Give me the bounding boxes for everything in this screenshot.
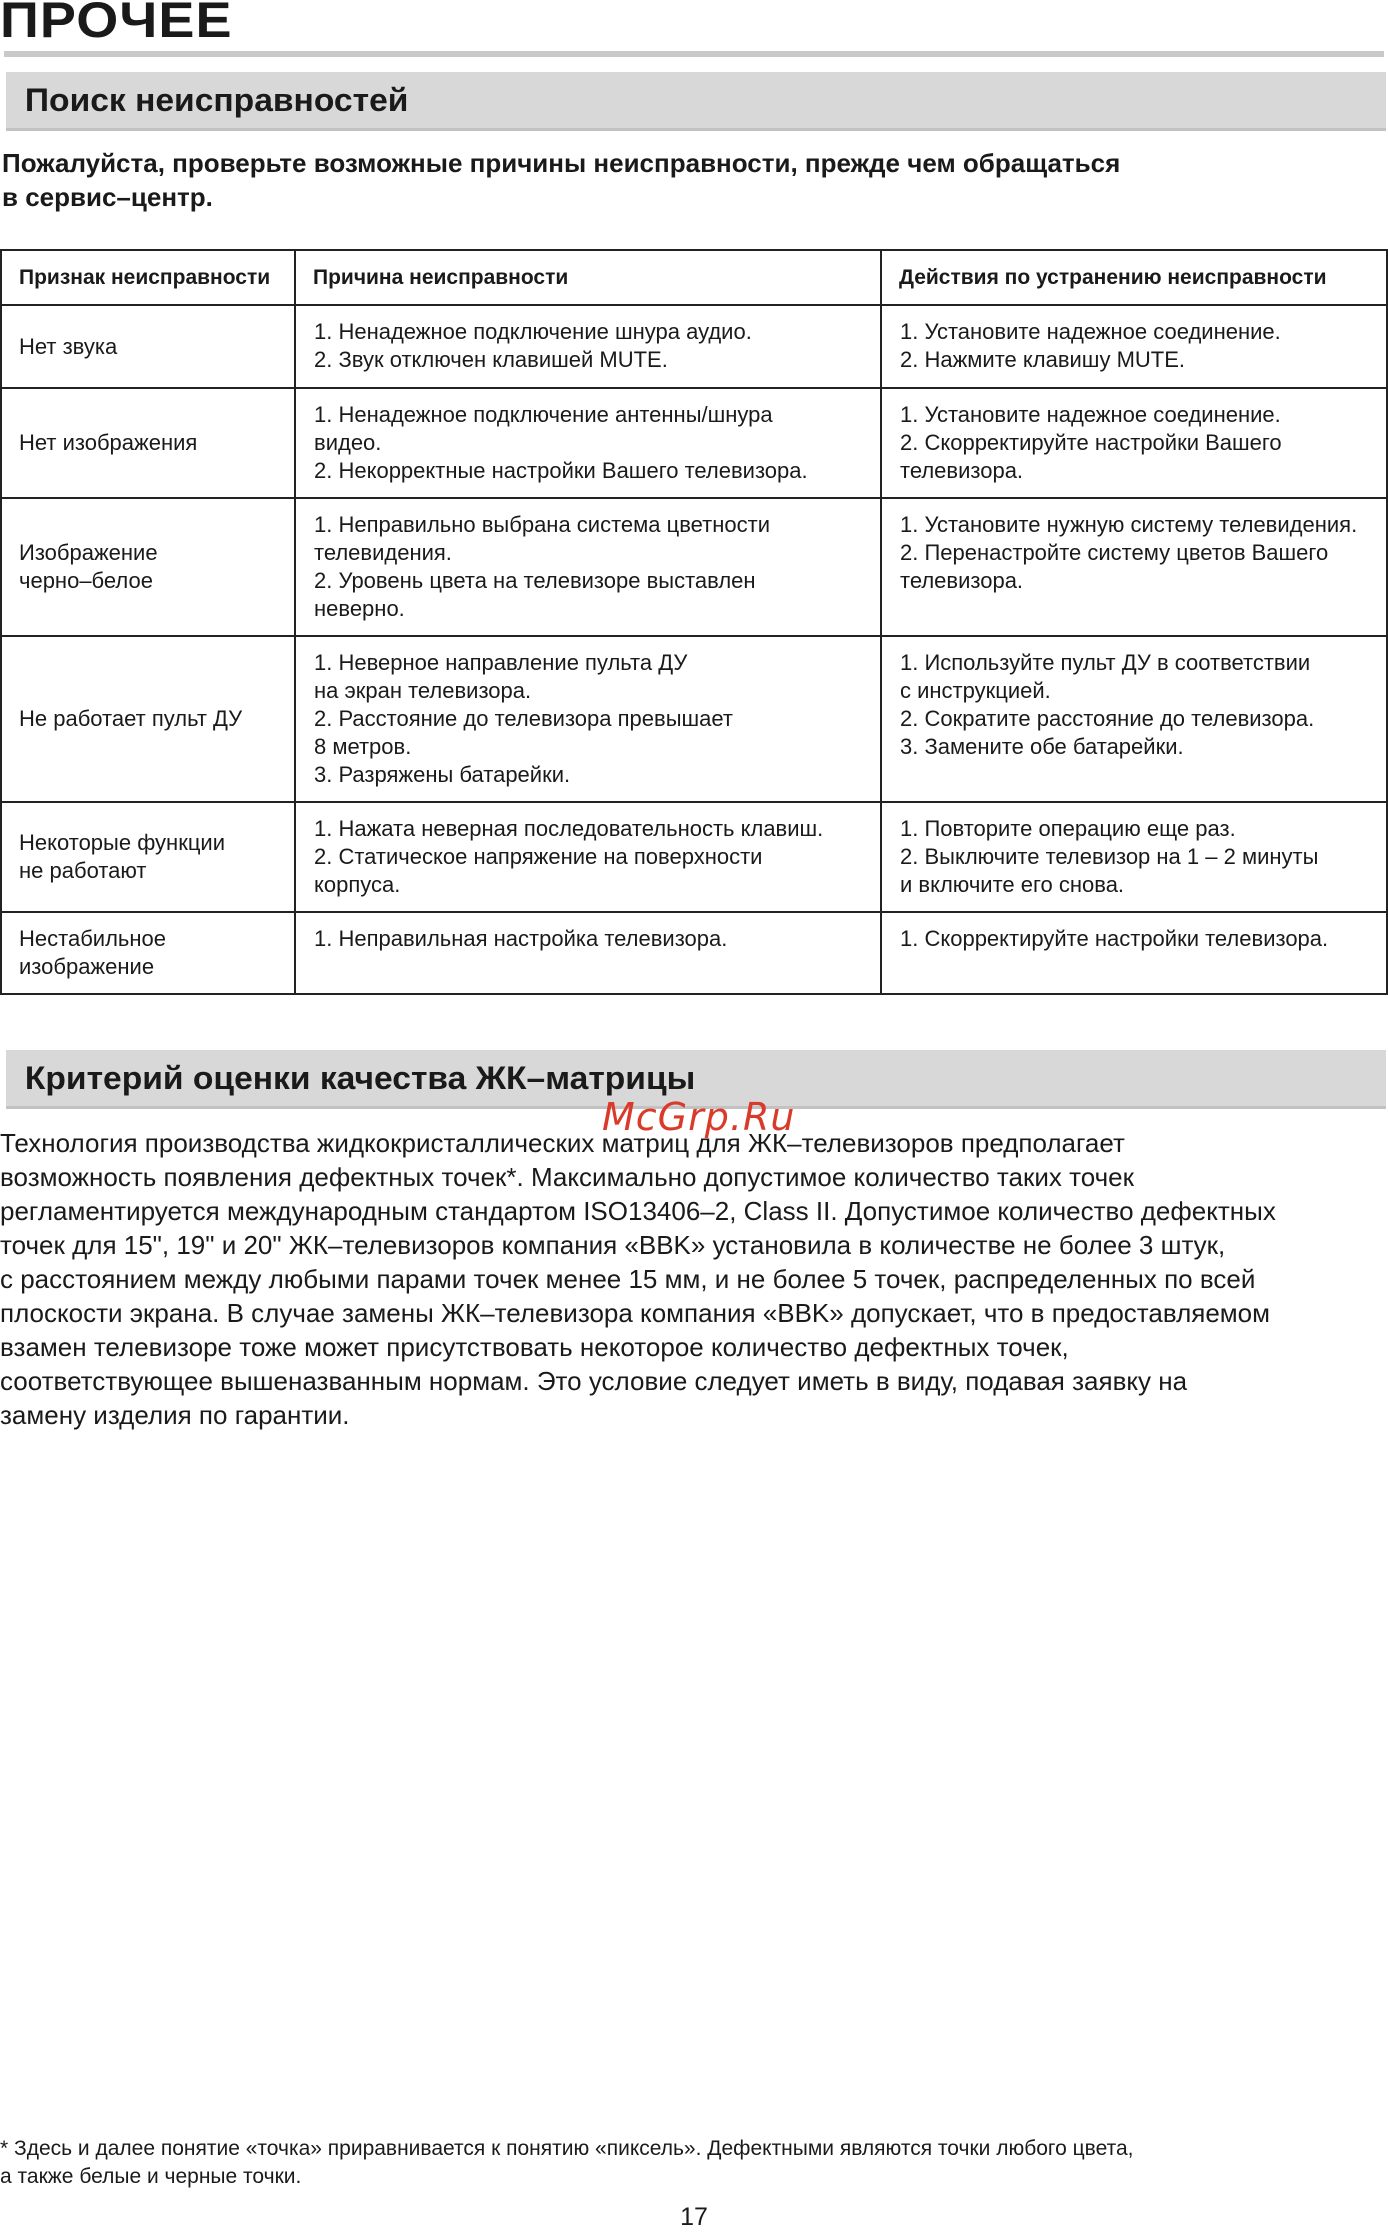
troubleshooting-section-header	[6, 72, 1386, 128]
cause-item: 2. Уровень цвета на телевизоре выставлен неверно.	[314, 568, 756, 621]
action-item: 2. Выключите телевизор на 1 – 2 минуты и включите его снова.	[900, 844, 1319, 897]
symptom-cell: Нет изображения	[1, 388, 295, 498]
action-cell	[881, 912, 1387, 994]
cause-item: 2. Некорректные настройки Вашего телевизора.	[314, 458, 808, 483]
cause-item: 2. Расстояние до телевизора превышает 8 метров.	[314, 706, 733, 759]
table-row	[1, 388, 1387, 498]
action-item: 1. Скорректируйте настройки телевизора.	[900, 926, 1329, 951]
cause-cell	[295, 305, 881, 388]
action-list	[900, 649, 1382, 761]
table-row	[1, 305, 1387, 388]
cause-list	[314, 925, 876, 953]
column-header-cause: Причина неисправности	[295, 250, 881, 305]
cause-item: 1. Нажата неверная последовательность клавиш.	[314, 816, 824, 841]
action-item: 1. Установите надежное соединение.	[900, 402, 1281, 427]
cause-item: 1. Ненадежное подключение антенны/шнура видео.	[314, 402, 773, 455]
lcd-criteria-heading: Критерий оценки качества ЖК–матрицы	[24, 1060, 696, 1096]
action-item: 1. Установите нужную систему телевидения.	[900, 512, 1358, 537]
table-row	[1, 636, 1387, 802]
cause-cell	[295, 912, 881, 994]
lcd-criteria-body: Технология производства жидкокристаллических матриц для ЖК–телевизоров предполагает возможность появления дефектных точек*. Максимально допустимое количество таких точек регламентируется международным стандартом ISO13406–2, Class II. Допустимое количество дефектных точек для 15", 19" и 20" ЖК–телевизоров компания «BBK» установила в количестве не более 3 штук, с расстоянием между любыми парами точек менее 15 мм, и не более 5 точек, распределенных по всей плоскости экрана. В случае замены ЖК–телевизора компания «BBK» допускает, что в предоставляемом взамен телевизоре тоже может присутствовать некоторое количество дефектных точек, соответствующее вышеназванным нормам. Это условие следует иметь в виду, подавая заявку на замену изделия по гарантии.	[0, 1128, 1276, 1430]
cause-list	[314, 649, 876, 789]
action-list	[900, 815, 1382, 899]
symptom-cell: Некоторые функции не работают	[1, 802, 295, 912]
cause-item: 2. Статическое напряжение на поверхности корпуса.	[314, 844, 763, 897]
title-divider	[4, 51, 1384, 57]
action-item: 2. Сократите расстояние до телевизора.	[900, 706, 1315, 731]
table-row	[1, 802, 1387, 912]
action-list	[900, 511, 1382, 595]
action-cell	[881, 636, 1387, 802]
cause-item: 1. Неправильная настройка телевизора.	[314, 926, 728, 951]
symptom-cell: Не работает пульт ДУ	[1, 636, 295, 802]
cause-item: 2. Звук отключен клавишей MUTE.	[314, 347, 668, 372]
cause-list	[314, 318, 876, 374]
cause-list	[314, 511, 876, 623]
action-cell	[881, 802, 1387, 912]
action-item: 1. Установите надежное соединение.	[900, 319, 1281, 344]
action-item: 2. Перенастройте систему цветов Вашего телевизора.	[900, 540, 1329, 593]
cause-cell	[295, 636, 881, 802]
troubleshooting-heading: Поиск неисправностей	[24, 82, 409, 118]
cause-item: 1. Неверное направление пульта ДУ на экран телевизора.	[314, 650, 688, 703]
table-header-row	[1, 250, 1387, 305]
action-list	[900, 318, 1382, 374]
action-list	[900, 925, 1382, 953]
cause-cell	[295, 802, 881, 912]
page-title: ПРОЧЕЕ	[0, 0, 233, 48]
action-cell	[881, 388, 1387, 498]
action-item: 1. Используйте пульт ДУ в соответствии с инструкцией.	[900, 650, 1311, 703]
column-header-action: Действия по устранению неисправности	[881, 250, 1387, 305]
cause-cell	[295, 388, 881, 498]
action-item: 2. Нажмите клавишу MUTE.	[900, 347, 1186, 372]
page-number: 17	[680, 2203, 708, 2231]
troubleshooting-intro: Пожалуйста, проверьте возможные причины неисправности, прежде чем обращаться в сервис–центр.	[2, 148, 1121, 212]
troubleshooting-table	[0, 249, 1388, 995]
action-cell	[881, 305, 1387, 388]
column-header-symptom: Признак неисправности	[1, 250, 295, 305]
cause-list	[314, 401, 876, 485]
table-row	[1, 912, 1387, 994]
action-cell	[881, 498, 1387, 636]
cause-item: 1. Неправильно выбрана система цветности телевидения.	[314, 512, 771, 565]
cause-list	[314, 815, 876, 899]
symptom-cell: Нет звука	[1, 305, 295, 388]
symptom-cell: Нестабильное изображение	[1, 912, 295, 994]
cause-item: 1. Ненадежное подключение шнура аудио.	[314, 319, 752, 344]
watermark: McGrp.Ru	[602, 1095, 796, 1139]
action-item: 3. Замените обе батарейки.	[900, 734, 1184, 759]
symptom-cell: Изображение черно–белое	[1, 498, 295, 636]
cause-cell	[295, 498, 881, 636]
action-item: 1. Повторите операцию еще раз.	[900, 816, 1236, 841]
action-item: 2. Скорректируйте настройки Вашего телевизора.	[900, 430, 1282, 483]
table-row	[1, 498, 1387, 636]
cause-item: 3. Разряжены батарейки.	[314, 762, 571, 787]
footnote: * Здесь и далее понятие «точка» приравнивается к понятию «пиксель». Дефектными являются точки любого цвета, а также белые и черные точки.	[0, 2137, 1134, 2188]
action-list	[900, 401, 1382, 485]
